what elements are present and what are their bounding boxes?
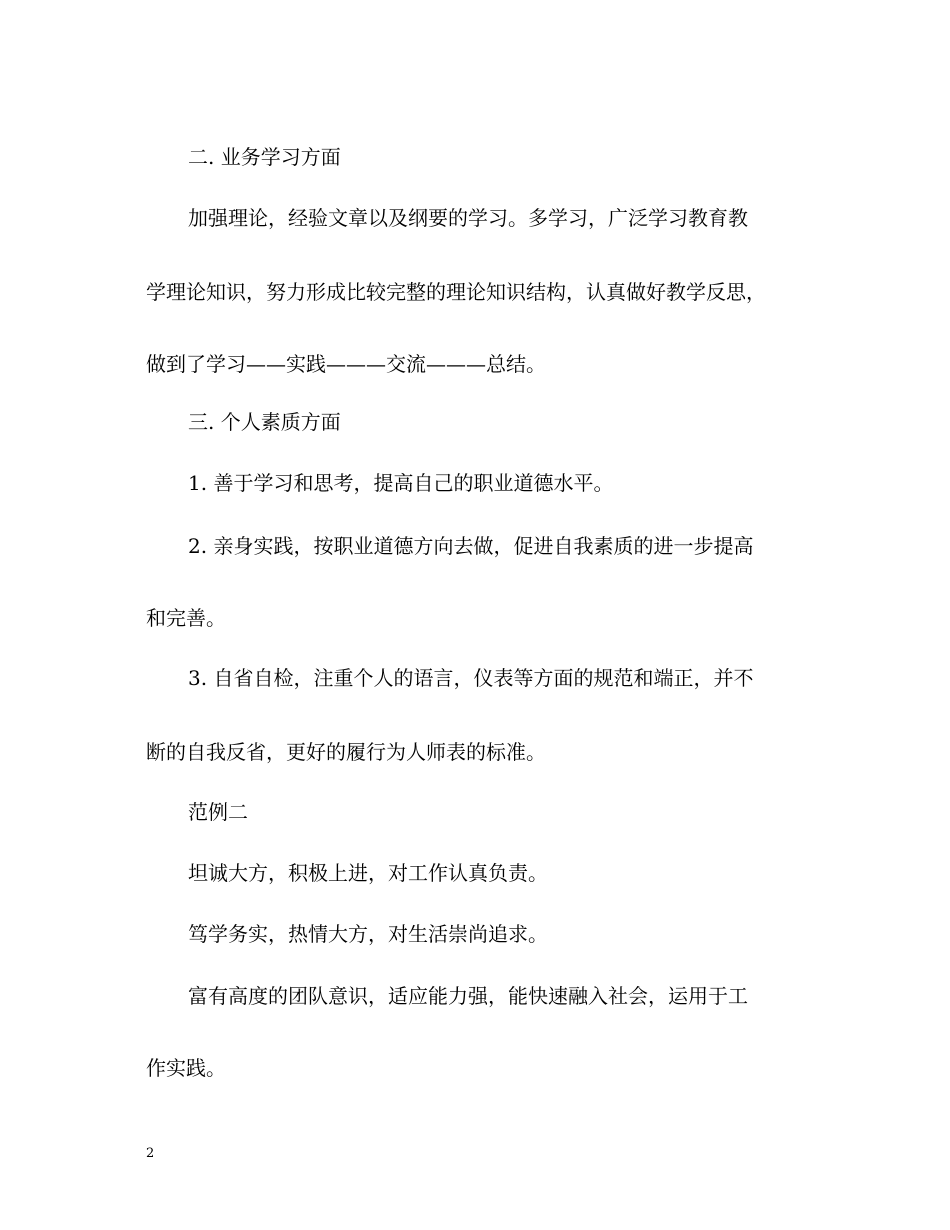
paragraph-line: 加强理论，经验文章以及纲要的学习。多学习，广泛学习教育教: [188, 206, 748, 230]
page-number: 2: [146, 1146, 155, 1161]
paragraph-line: 学理论知识，努力形成比较完整的理论知识结构，认真做好教学反思，: [146, 280, 766, 304]
paragraph-line: 笃学务实，热情大方，对生活崇尚追求。: [188, 922, 548, 946]
list-item-3: 3. 自省自检，注重个人的语言，仪表等方面的规范和端正，并不: [188, 666, 754, 690]
list-item-2: 2. 亲身实践，按职业道德方向去做，促进自我素质的进一步提高: [188, 534, 754, 558]
heading-example-two: 范例二: [188, 800, 248, 824]
paragraph-line: 富有高度的团队意识，适应能力强，能快速融入社会，运用于工: [188, 984, 748, 1008]
paragraph-line: 断的自我反省，更好的履行为人师表的标准。: [146, 740, 546, 764]
heading-personal-quality: 三. 个人素质方面: [188, 410, 341, 434]
paragraph-line: 坦诚大方，积极上进，对工作认真负责。: [188, 861, 548, 885]
paragraph-line: 和完善。: [146, 606, 226, 630]
paragraph-line: 作实践。: [146, 1056, 226, 1080]
heading-business-study: 二. 业务学习方面: [188, 145, 341, 169]
paragraph-line: 做到了学习——实践———交流———总结。: [146, 352, 546, 376]
list-item-1: 1. 善于学习和思考，提高自己的职业道德水平。: [188, 471, 614, 495]
